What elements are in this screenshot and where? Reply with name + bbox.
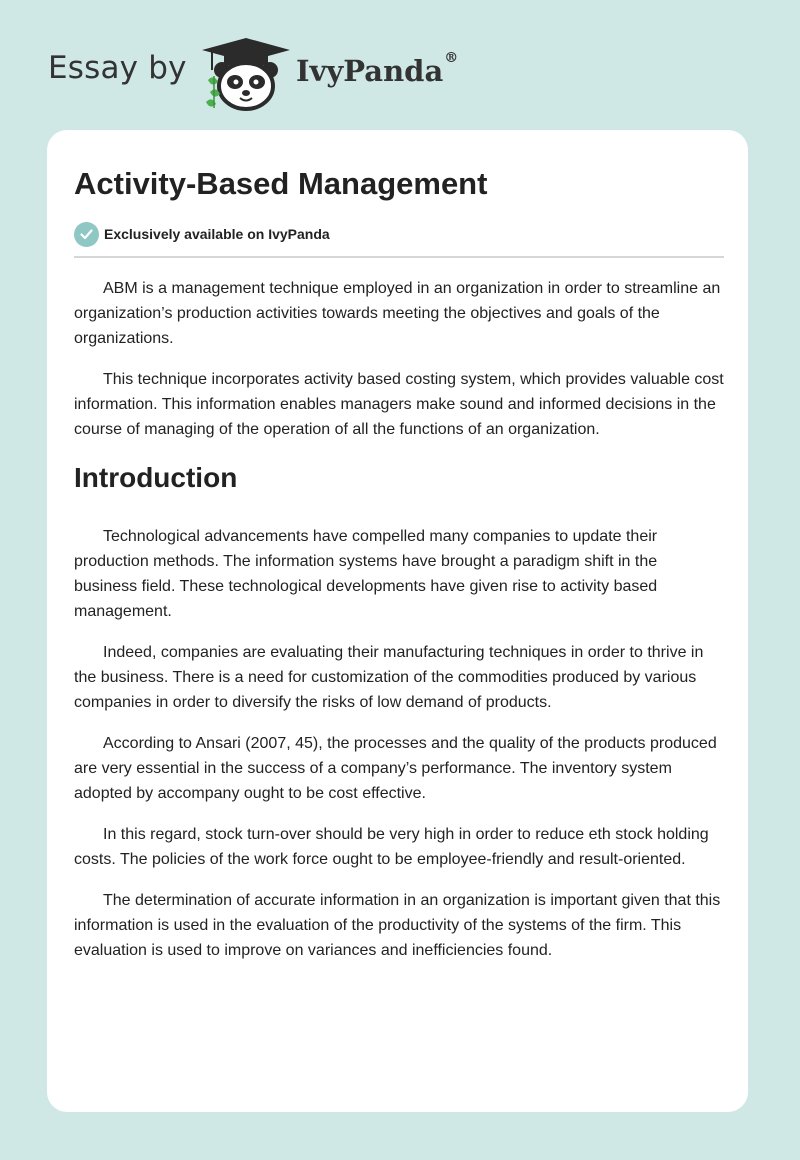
exclusive-badge-text: Exclusively available on IvyPanda (104, 226, 330, 242)
intro-paragraph-2: This technique incorporates activity based costing system, which provides valuable cost information. This information enables managers make sound and informed decisions in the course of managing of the operation of all the functions of an organization. (74, 371, 724, 438)
panda-logo-icon[interactable] (200, 36, 292, 112)
site-header (0, 0, 800, 130)
title-divider (74, 256, 724, 258)
essay-body (74, 276, 724, 963)
section-paragraph-1: Technological advancements have compelled many companies to update their production methods. The information systems have brought a paradigm shift in the business field. These technological developments have given rise to activity based management. (74, 528, 658, 620)
brand-name-text: IvyPanda (296, 54, 444, 88)
registered-mark: ® (444, 50, 459, 66)
essay-card (47, 130, 748, 1112)
exclusive-badge (74, 221, 724, 247)
intro-paragraph-1: ABM is a management technique employed in an organization in order to streamline an organization’s production activities towards meeting the objectives and goals of the organizations. (74, 280, 721, 347)
section-heading-introduction: Introduction (74, 462, 238, 493)
section-paragraph-4: In this regard, stock turn-over should be very high in order to reduce eth stock holding costs. The policies of the work force ought to be employee-friendly and result-oriented. (74, 826, 709, 868)
ivypanda-brand-link[interactable] (296, 50, 459, 88)
essay-by-label: Essay by (48, 50, 187, 86)
section-paragraph-5: The determination of accurate information in an organization is important given that this information is used in the evaluation of the productivity of the systems of the firm. This evaluation is used to improve on variances and inefficiencies found. (74, 892, 721, 959)
section-paragraph-3: According to Ansari (2007, 45), the processes and the quality of the products produced are very essential in the success of a company’s performance. The inventory system adopted by accompany ought to be cost effective. (74, 735, 717, 802)
essay-content (74, 166, 724, 979)
section-paragraph-2: Indeed, companies are evaluating their manufacturing techniques in order to thrive in the business. There is a need for customization of the commodities produced by various companies in order to diversify the risks of low demand of products. (74, 644, 704, 711)
essay-title: Activity-Based Management (74, 166, 488, 201)
check-circle-icon (74, 222, 99, 247)
